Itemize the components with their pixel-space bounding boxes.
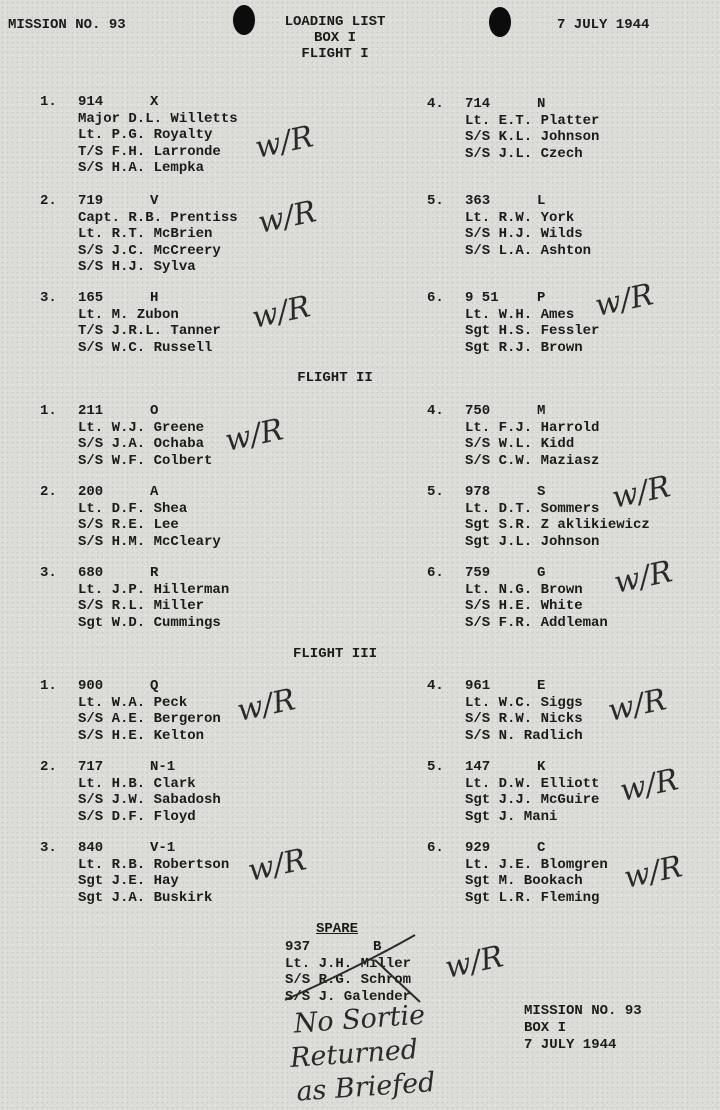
- crew-member: S/S C.W. Maziasz: [465, 452, 600, 469]
- aircraft-letter: S: [537, 484, 546, 500]
- title-loading-list: LOADING LIST: [284, 14, 386, 30]
- crew-member: Sgt H.S. Fessler: [465, 323, 600, 339]
- position-number: 1.: [40, 94, 57, 110]
- crew-entry: [40, 565, 229, 631]
- spare-crew-member: S/S J. Galender: [285, 988, 412, 1005]
- crew-member: S/S H.M. McCleary: [78, 533, 221, 550]
- crew-entry: [40, 484, 221, 550]
- crew-member: Lt. D.T. Sommers: [465, 500, 600, 517]
- handwritten-wr-mark: w/R: [620, 849, 686, 896]
- aircraft-number: 680: [78, 565, 104, 581]
- flight-i-title: FLIGHT I: [301, 46, 369, 62]
- aircraft-letter: R: [150, 565, 159, 581]
- position-number: 6.: [427, 565, 444, 581]
- crew-member: S/S D.F. Floyd: [78, 808, 196, 825]
- crew-member: Sgt W.D. Cummings: [78, 614, 221, 631]
- crew-member: S/S R.L. Miller: [78, 598, 205, 614]
- crew-member: Sgt J. Mani: [465, 808, 558, 825]
- handwritten-wr-mark: w/R: [248, 289, 314, 336]
- position-number: 5.: [427, 484, 444, 500]
- crew-entry: [40, 678, 221, 744]
- crew-member: Lt. W.A. Peck: [78, 694, 188, 711]
- crew-entry: [40, 403, 212, 469]
- crew-member: S/S J.L. Czech: [465, 145, 583, 162]
- aircraft-number: 978: [465, 484, 491, 500]
- crew-entry: [40, 94, 238, 177]
- crew-member: Sgt J.L. Johnson: [465, 533, 600, 550]
- title-box: BOX I: [313, 30, 356, 46]
- crew-member: Lt. P.G. Royalty: [78, 127, 213, 143]
- position-number: 6.: [427, 290, 444, 306]
- position-number: 3.: [40, 290, 57, 306]
- aircraft-letter: O: [150, 403, 159, 419]
- crew-member: S/S W.F. Colbert: [78, 452, 213, 469]
- handwritten-wr-mark: w/R: [591, 277, 657, 324]
- crew-member: S/S H.E. White: [465, 598, 583, 614]
- crew-member: Lt. W.H. Ames: [465, 306, 575, 323]
- crew-member: Lt. J.E. Blomgren: [465, 856, 608, 873]
- date-header: 7 JULY 1944: [557, 17, 650, 33]
- handwritten-wr-mark: w/R: [254, 194, 320, 241]
- aircraft-number: 759: [465, 565, 491, 581]
- spare-aircraft-letter: B: [373, 939, 382, 955]
- crew-member: Lt. M. Zubon: [78, 306, 179, 323]
- aircraft-letter: G: [537, 565, 546, 581]
- crew-member: Lt. R.B. Robertson: [78, 856, 230, 873]
- crew-member: S/S A.E. Bergeron: [78, 711, 221, 727]
- crew-member: Lt. D.W. Elliott: [465, 775, 600, 792]
- aircraft-number: 717: [78, 759, 104, 775]
- crew-member: T/S J.R.L. Tanner: [78, 323, 221, 339]
- aircraft-number: 165: [78, 290, 104, 306]
- aircraft-number: 211: [78, 403, 104, 419]
- crew-member: S/S F.R. Addleman: [465, 614, 608, 631]
- crew-entry: [40, 840, 229, 906]
- crew-member: Sgt L.R. Fleming: [465, 889, 600, 906]
- aircraft-number: 900: [78, 678, 104, 694]
- position-number: 1.: [40, 403, 57, 419]
- aircraft-letter: L: [537, 193, 546, 209]
- crew-member: S/S H.E. Kelton: [78, 727, 205, 744]
- aircraft-number: 363: [465, 193, 491, 209]
- note-line-2: Returned: [289, 1034, 420, 1074]
- footer-mission: MISSION NO. 93: [524, 1003, 642, 1019]
- crew-member: Lt. F.J. Harrold: [465, 419, 600, 436]
- aircraft-letter: V: [150, 193, 159, 209]
- aircraft-letter: H: [150, 290, 159, 306]
- position-number: 3.: [40, 840, 57, 856]
- flight-iii-title: FLIGHT III: [292, 646, 377, 662]
- position-number: 5.: [427, 759, 444, 775]
- aircraft-number: 147: [465, 759, 491, 775]
- spare-crew-member: Lt. J.H. Miller: [285, 955, 412, 972]
- handwritten-wr-mark: w/R: [604, 682, 670, 729]
- aircraft-letter: N-1: [150, 759, 176, 775]
- crew-member: Lt. D.F. Shea: [78, 500, 188, 517]
- handwritten-wr-mark: w/R: [616, 762, 682, 809]
- aircraft-letter: Q: [150, 678, 159, 694]
- flight-ii-title: FLIGHT II: [297, 370, 373, 386]
- aircraft-letter: P: [537, 290, 546, 306]
- crew-member: S/S N. Radlich: [465, 727, 583, 744]
- crew-member: Lt. E.T. Platter: [465, 112, 600, 129]
- aircraft-number: 929: [465, 840, 491, 856]
- crew-entry: [427, 678, 583, 744]
- position-number: 2.: [40, 484, 57, 500]
- crew-member: Major D.L. Willetts: [78, 110, 238, 127]
- position-number: 3.: [40, 565, 57, 581]
- aircraft-letter: C: [537, 840, 546, 856]
- handwritten-wr-mark: w/R: [610, 554, 676, 601]
- crew-entry: [427, 403, 599, 469]
- note-line-3: as Briefed: [295, 1066, 437, 1108]
- crew-entry: [427, 840, 608, 906]
- crew-entry: [40, 193, 238, 276]
- position-number: 4.: [427, 96, 444, 112]
- spare-title: SPARE: [316, 921, 359, 937]
- crew-member: Sgt R.J. Brown: [465, 339, 583, 356]
- aircraft-number: 714: [465, 96, 491, 112]
- aircraft-number: 840: [78, 840, 104, 856]
- crew-entry: [427, 193, 591, 259]
- crew-member: S/S W.C. Russell: [78, 339, 213, 356]
- footer-date: 7 JULY 1944: [524, 1037, 617, 1053]
- crew-entry: [427, 565, 608, 631]
- crew-member: Lt. H.B. Clark: [78, 775, 196, 792]
- crew-entry: [427, 96, 599, 162]
- mission-number-header: MISSION NO. 93: [8, 17, 126, 33]
- note-line-1: No Sortie: [292, 999, 427, 1040]
- crew-member: S/S J.C. McCreery: [78, 242, 221, 259]
- crew-entry: [40, 290, 221, 356]
- position-number: 2.: [40, 193, 57, 209]
- crew-member: S/S H.J. Wilds: [465, 226, 583, 242]
- footer-box: BOX I: [524, 1020, 567, 1036]
- aircraft-number: 9 51: [465, 290, 499, 306]
- position-number: 4.: [427, 678, 444, 694]
- position-number: 1.: [40, 678, 57, 694]
- crew-member: Lt. R.W. York: [465, 209, 575, 226]
- aircraft-number: 750: [465, 403, 491, 419]
- crew-member: Sgt J.J. McGuire: [465, 792, 600, 808]
- spare-crew-member: S/S R.G. Schrom: [285, 972, 412, 988]
- crew-entry: [40, 759, 221, 825]
- aircraft-number: 914: [78, 94, 104, 110]
- crew-member: Lt. W.J. Greene: [78, 419, 205, 436]
- crew-member: S/S J.W. Sabadosh: [78, 792, 221, 808]
- position-number: 6.: [427, 840, 444, 856]
- aircraft-letter: V-1: [150, 840, 176, 856]
- handwritten-wr-mark: w/R: [244, 842, 310, 889]
- crew-member: Sgt J.E. Hay: [78, 873, 179, 889]
- crew-member: S/S J.A. Ochaba: [78, 436, 205, 452]
- crew-member: S/S W.L. Kidd: [465, 436, 575, 452]
- spare-aircraft-number: 937: [285, 939, 311, 955]
- crew-member: S/S L.A. Ashton: [465, 242, 592, 259]
- handwritten-wr-mark: w/R: [221, 412, 287, 459]
- handwritten-wr-mark: w/R: [233, 682, 299, 729]
- aircraft-letter: N: [537, 96, 546, 112]
- aircraft-letter: M: [537, 403, 546, 419]
- handwritten-wr-mark: w/R: [251, 119, 317, 166]
- aircraft-number: 200: [78, 484, 104, 500]
- crew-entry: [427, 759, 599, 825]
- handwritten-note: [287, 998, 437, 1110]
- aircraft-number: 961: [465, 678, 491, 694]
- crew-member: T/S F.H. Larronde: [78, 143, 221, 160]
- position-number: 2.: [40, 759, 57, 775]
- crew-member: S/S R.W. Nicks: [465, 711, 583, 727]
- crew-member: S/S K.L. Johnson: [465, 129, 600, 145]
- footer-block: [524, 1003, 642, 1054]
- crew-member: S/S R.E. Lee: [78, 517, 179, 533]
- crew-member: Capt. R.B. Prentiss: [78, 209, 238, 226]
- aircraft-number: 719: [78, 193, 104, 209]
- aircraft-letter: X: [150, 94, 159, 110]
- aircraft-letter: A: [150, 484, 159, 500]
- crew-member: Lt. R.T. McBrien: [78, 226, 213, 242]
- crew-member: Sgt J.A. Buskirk: [78, 889, 213, 906]
- crew-member: S/S H.J. Sylva: [78, 259, 196, 275]
- handwritten-wr-mark: w/R: [441, 939, 507, 986]
- position-number: 5.: [427, 193, 444, 209]
- crew-member: Lt. W.C. Siggs: [465, 694, 583, 711]
- aircraft-letter: E: [537, 678, 546, 694]
- aircraft-letter: K: [537, 759, 546, 775]
- crew-member: Lt. N.G. Brown: [465, 581, 583, 598]
- position-number: 4.: [427, 403, 444, 419]
- crew-entry: [427, 290, 599, 356]
- crew-member: Sgt S.R. Z aklikiewicz: [465, 517, 650, 533]
- crew-member: Sgt M. Bookach: [465, 873, 583, 889]
- handwritten-wr-mark: w/R: [608, 469, 674, 516]
- crew-member: S/S H.A. Lempka: [78, 160, 205, 176]
- crew-member: Lt. J.P. Hillerman: [78, 581, 230, 598]
